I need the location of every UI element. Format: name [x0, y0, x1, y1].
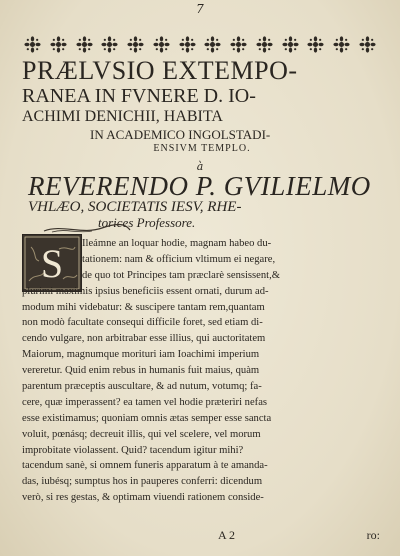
title-line-2: RANEA IN FVNERE D. IO-: [22, 85, 256, 107]
fleuron-icon: [204, 36, 221, 53]
ornament-band: [24, 36, 376, 53]
body-line: cere, quæ imperassent? ea tamen vel hodie præterìri nefas: [22, 396, 268, 408]
title-line-3: ACHIMI DENICHII, HABITA: [22, 108, 223, 125]
body-line: tacendum sanè, si omnem funeris apparatum à te amanda-: [22, 460, 268, 472]
body-line: non modò facultate consequi difficile foret, sed etiam di-: [22, 317, 263, 329]
body-line: Maiorum, magnumque morituri iam Ioachimi imperium: [22, 349, 260, 361]
body-line: voluit, pœnásq; decreuit illis, qui vel scelere, vel morum: [22, 428, 261, 440]
body-line: cendo vulgare, non arbitrabar esse illius, qui auctoritatem: [22, 333, 266, 345]
fleuron-icon: [24, 36, 41, 53]
title-line-4: IN ACADEMICO INGOLSTADI-: [90, 127, 271, 142]
dedication-line-3: torices Professore.: [98, 215, 196, 231]
body-line: improbitate violassent. Quid? tacendum igitur mihi?: [22, 444, 244, 456]
fleuron-icon: [101, 36, 118, 53]
fleuron-icon: [76, 36, 93, 53]
catchword: ro:: [366, 528, 380, 542]
drop-cap-letter: S: [40, 241, 64, 286]
fleuron-icon: [282, 36, 299, 53]
title-line-5: ENSIVM TEMPLO.: [153, 143, 251, 154]
body-line: esse existimamus; quoniam omnis ætas semper esse sancta: [22, 412, 272, 424]
fleuron-icon: [50, 36, 67, 53]
body-line: vereretur. Quid enim rebus in humanis fuit maius, quàm: [22, 365, 260, 377]
fleuron-icon: [153, 36, 170, 53]
title-block: [22, 58, 382, 154]
signature-mark: A 2: [218, 528, 236, 542]
body-line: das, iubésq; sumptus hos in pauperes conferri: dicendum: [22, 476, 263, 488]
fleuron-icon: [256, 36, 273, 53]
body-text: [22, 236, 380, 506]
body-line: tationem: nam & officium vltimum ei negare,: [82, 253, 276, 265]
body-line: de quo tot Principes tam præclarè sensissent,&: [82, 269, 281, 281]
fleuron-icon: [179, 36, 196, 53]
body-line: verò, si res gestas, & optimam viuendi rationem conside-: [22, 492, 264, 504]
body-line: plurimi maximis ipsius beneficiis essent ornati, durum ad-: [22, 285, 269, 297]
fleuron-icon: [307, 36, 324, 53]
fleuron-icon: [230, 36, 247, 53]
dedication-line-1: REVERENDO P. GVILIELMO: [28, 171, 371, 201]
dedication-line-2: VHLÆO, SOCIETATIS IESV, RHE-: [28, 199, 242, 216]
title-line-1: PRÆLVSIO EXTEMPO-: [22, 56, 298, 85]
page-number: 7: [196, 2, 204, 16]
fleuron-icon: [333, 36, 350, 53]
fleuron-icon: [127, 36, 144, 53]
body-line: modum mihi videbatur: & suscipere tantam rem,quantam: [22, 301, 265, 313]
body-line: Ileámne an loquar hodie, magnam habeo du-: [82, 238, 272, 249]
body-line: parentum præceptis auscultare, & ad nutum, votumq; fa-: [22, 381, 262, 393]
fleuron-icon: [359, 36, 376, 53]
dedication-prefix: à: [196, 160, 204, 173]
